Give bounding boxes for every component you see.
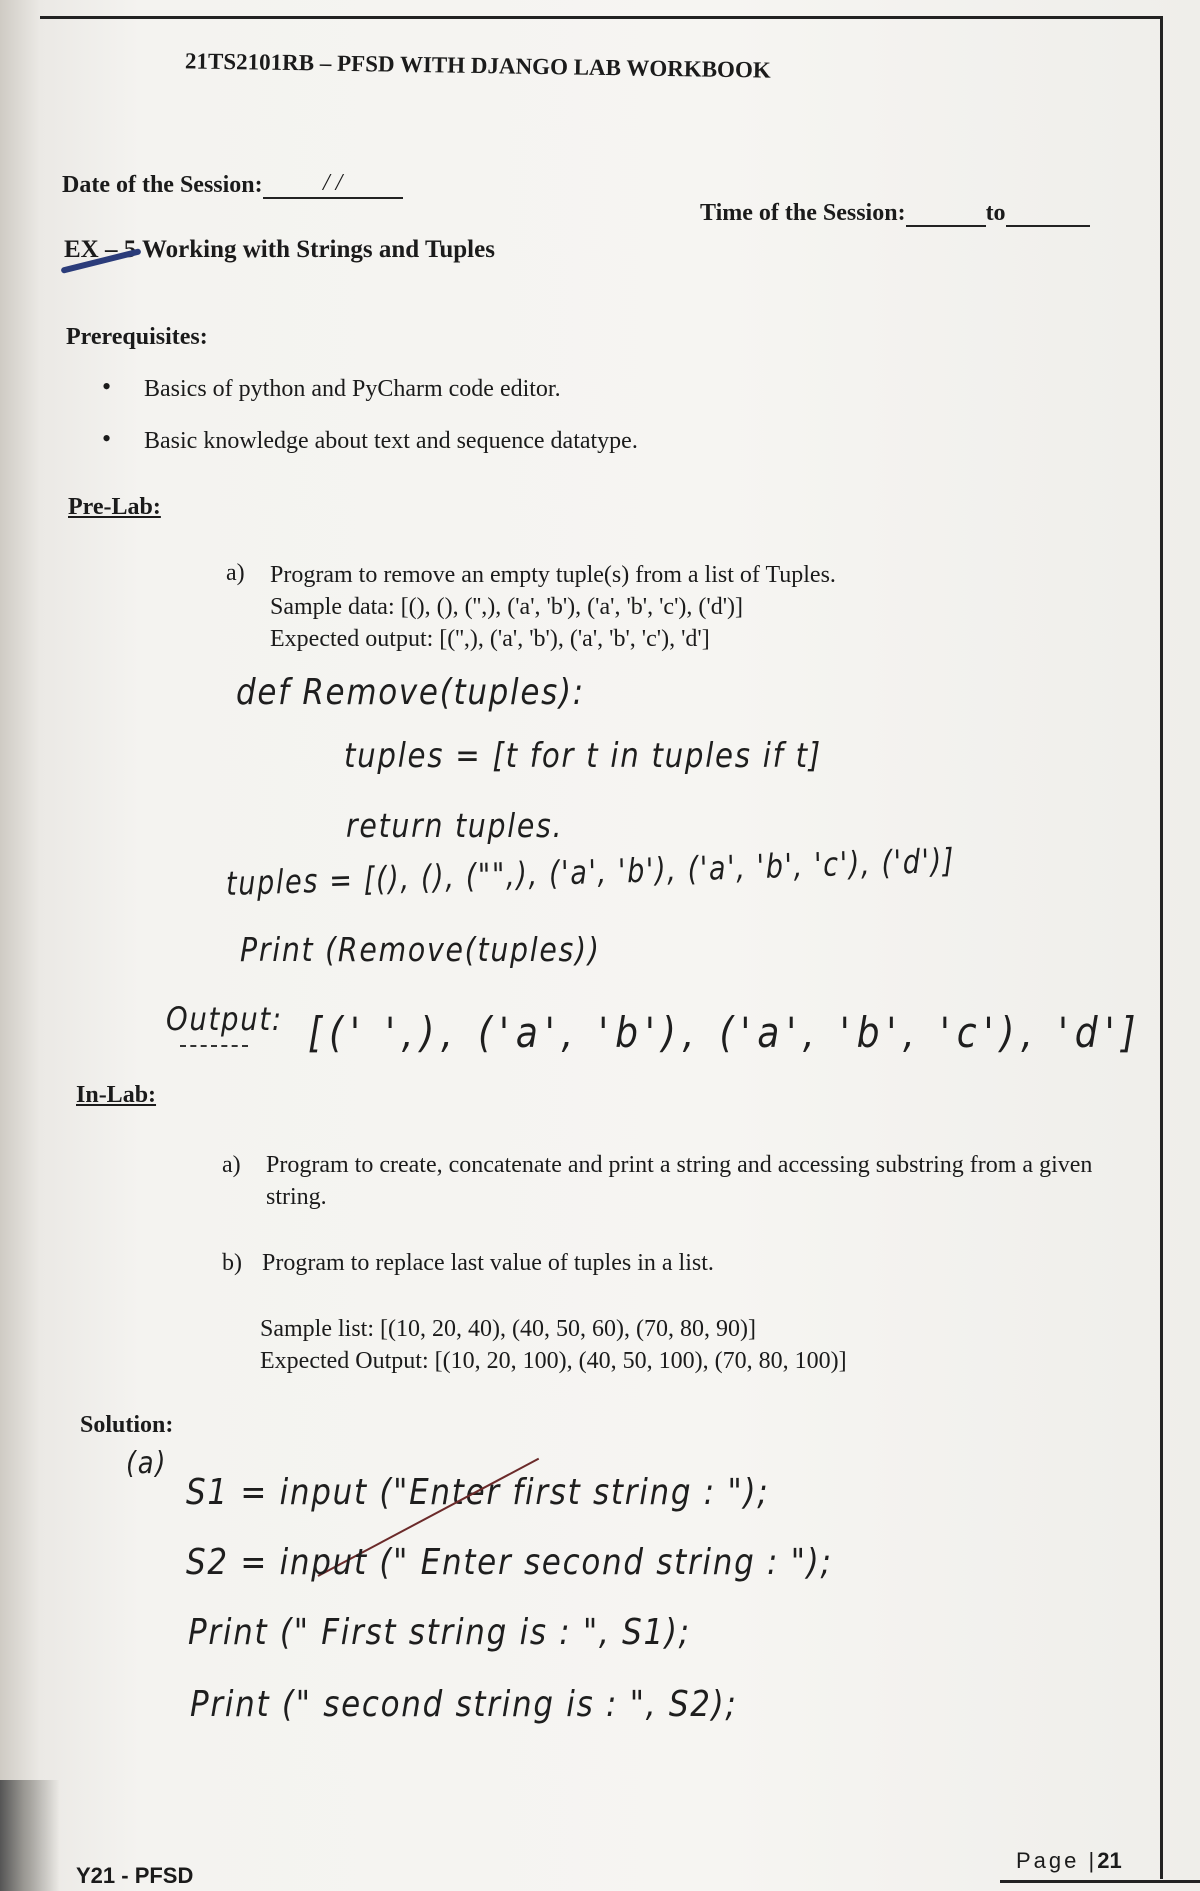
- session-date-value: / /: [263, 170, 403, 199]
- handwritten-output-label: Output:: [166, 1000, 283, 1038]
- bullet-icon: •: [102, 424, 112, 453]
- inlab-task-b-text: Program to replace last value of tuples in a list.: [262, 1250, 714, 1276]
- solution-code-line: S2 = input (" Enter second string : ");: [186, 1542, 833, 1583]
- prelab-task-text: Program to remove an empty tuple(s) from a list of Tuples.: [270, 562, 836, 588]
- handwritten-output-value: [(' ',), ('a', 'b'), ('a', 'b', 'c'), 'd']: [308, 1008, 1143, 1057]
- footer-page: [1016, 1848, 1122, 1874]
- page-border: [40, 16, 1163, 1879]
- inlab-task-a-text: Program to create, concatenate and print a string and accessing substring from a given: [266, 1152, 1093, 1178]
- solution-heading: Solution:: [80, 1412, 174, 1438]
- inlab-sample-list: Sample list: [(10, 20, 40), (40, 50, 60), (70, 80, 90)]: [260, 1316, 756, 1342]
- solution-part-label: (a): [126, 1446, 168, 1481]
- session-date: [62, 170, 403, 199]
- session-time-end-blank: [1006, 198, 1090, 227]
- inlab-task-a-text-cont: string.: [266, 1184, 327, 1210]
- prelab-task-marker: a): [226, 560, 245, 586]
- session-date-label: Date of the Session:: [62, 172, 263, 198]
- session-time-to: to: [985, 200, 1006, 226]
- handwritten-code-line: tuples = [t for t in tuples if t]: [344, 736, 822, 776]
- handwritten-code-line: tuples = [(), (), ("",), ('a', 'b'), ('a', 'b', 'c'), ('d')]: [225, 840, 956, 903]
- inlab-heading: In-Lab:: [76, 1082, 157, 1108]
- session-time-start-blank: [906, 198, 986, 227]
- solution-code-line: S1 = input ("Enter first string : ");: [186, 1472, 770, 1513]
- footer-page-label: Page |: [1016, 1848, 1098, 1873]
- solution-code-line: Print (" second string is : ", S2);: [190, 1684, 738, 1725]
- footer-rule: [1000, 1880, 1200, 1883]
- footer-page-number: 21: [1097, 1848, 1122, 1873]
- prelab-sample-data: Sample data: [(), (), ('',), ('a', 'b'), ('a', 'b', 'c'), ('d')]: [270, 594, 744, 620]
- prerequisite-item: Basic knowledge about text and sequence datatype.: [144, 428, 638, 454]
- bullet-icon: •: [102, 372, 112, 401]
- footer-course: Y21 - PFSD: [76, 1863, 194, 1888]
- session-time: [700, 198, 1090, 227]
- session-time-label: Time of the Session:: [700, 200, 906, 226]
- prerequisite-item: Basics of python and PyCharm code editor.: [144, 376, 561, 402]
- exercise-title: EX – 5 Working with Strings and Tuples: [64, 236, 495, 263]
- prelab-heading: Pre-Lab:: [68, 494, 161, 520]
- inlab-expected-output: Expected Output: [(10, 20, 100), (40, 50, 100), (70, 80, 100)]: [260, 1348, 847, 1374]
- handwritten-code-line: def Remove(tuples):: [236, 672, 585, 713]
- inlab-task-a-marker: a): [222, 1152, 241, 1178]
- prerequisites-heading: Prerequisites:: [66, 324, 208, 350]
- page-edge-shadow: [0, 1780, 60, 1891]
- handwritten-code-line: Print (Remove(tuples)): [240, 930, 601, 969]
- handwritten-code-line: return tuples.: [346, 806, 564, 845]
- solution-code-line: Print (" First string is : ", S1);: [188, 1612, 691, 1653]
- output-underline: [180, 1045, 248, 1047]
- prelab-expected-output: Expected output: [('',), ('a', 'b'), ('a', 'b', 'c'), 'd']: [270, 626, 710, 652]
- inlab-task-b-marker: b): [222, 1250, 242, 1276]
- page-header-title: 21TS2101RB – PFSD WITH DJANGO LAB WORKBOOK: [184, 48, 771, 83]
